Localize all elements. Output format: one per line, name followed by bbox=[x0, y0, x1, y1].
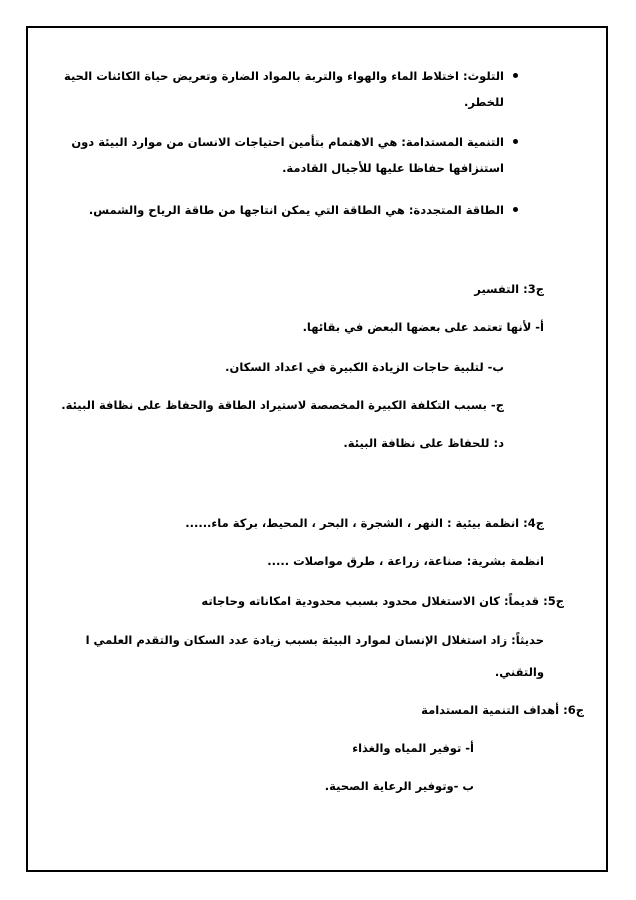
q3-answer-a: أ- لأنها تعتمد على بعضها البعض في بقائها. bbox=[302, 320, 544, 334]
bullet-dot-3 bbox=[513, 207, 518, 212]
q6-heading: ج6: أهداف التنمية المستدامة bbox=[421, 703, 584, 717]
definition-pollution-line2: للخطر. bbox=[463, 95, 504, 109]
q5-modern-line1: حديثاً: زاد استغلال الإنسان لموارد البيئة بسبب زيادة عدد السكان والتقدم العلمي ا bbox=[85, 633, 544, 647]
q3-answer-d: د: للحفاظ على نظافة البيئة. bbox=[343, 436, 504, 450]
definition-sustainable-line1: التنمية المستدامة: هي الاهتمام بتأمين احتياجات الانسان من موارد البيئة دون bbox=[71, 135, 504, 149]
q4-human-systems: انظمة بشرية: صناعة، زراعة ، طرق مواصلات ..... bbox=[267, 554, 544, 568]
q6-goal-b: ب -وتوفير الرعاية الصحية. bbox=[324, 779, 474, 793]
q5-past: ج5: قديماً: كان الاستغلال محدود بسبب محدودية امكاناته وحاجاته bbox=[201, 594, 564, 608]
q3-answer-b: ب- لتلبية حاجات الزيادة الكبيرة في اعداد السكان. bbox=[225, 360, 504, 374]
q3-answer-c: ج- بسبب التكلفة الكبيرة المخصصة لاستيراد الطاقة والحفاظ على نظافة البيئة. bbox=[61, 398, 504, 412]
bullet-dot-1 bbox=[513, 73, 518, 78]
q6-goal-a: أ- توفير المياه والغذاء bbox=[352, 741, 474, 755]
definition-pollution-line1: التلوث: اختلاط الماء والهواء والتربة بالمواد الضارة وتعريض حياة الكائنات الحية bbox=[63, 69, 504, 83]
q4-ecosystems: ج4: انظمة بيئية : النهر ، الشجرة ، البحر ، المحيط، بركة ماء...... bbox=[185, 516, 544, 530]
page-border bbox=[26, 26, 608, 872]
definition-sustainable-line2: استنزافها حفاظا عليها للأجيال القادمة. bbox=[282, 161, 504, 175]
bullet-dot-2 bbox=[513, 139, 518, 144]
q3-heading: ج3: التفسير bbox=[474, 282, 544, 296]
definition-renewable-line: الطاقة المتجددة: هي الطاقة التي يمكن انتاجها من طاقة الرياح والشمس. bbox=[88, 203, 504, 217]
q5-modern-line2: والتقني. bbox=[494, 665, 544, 679]
